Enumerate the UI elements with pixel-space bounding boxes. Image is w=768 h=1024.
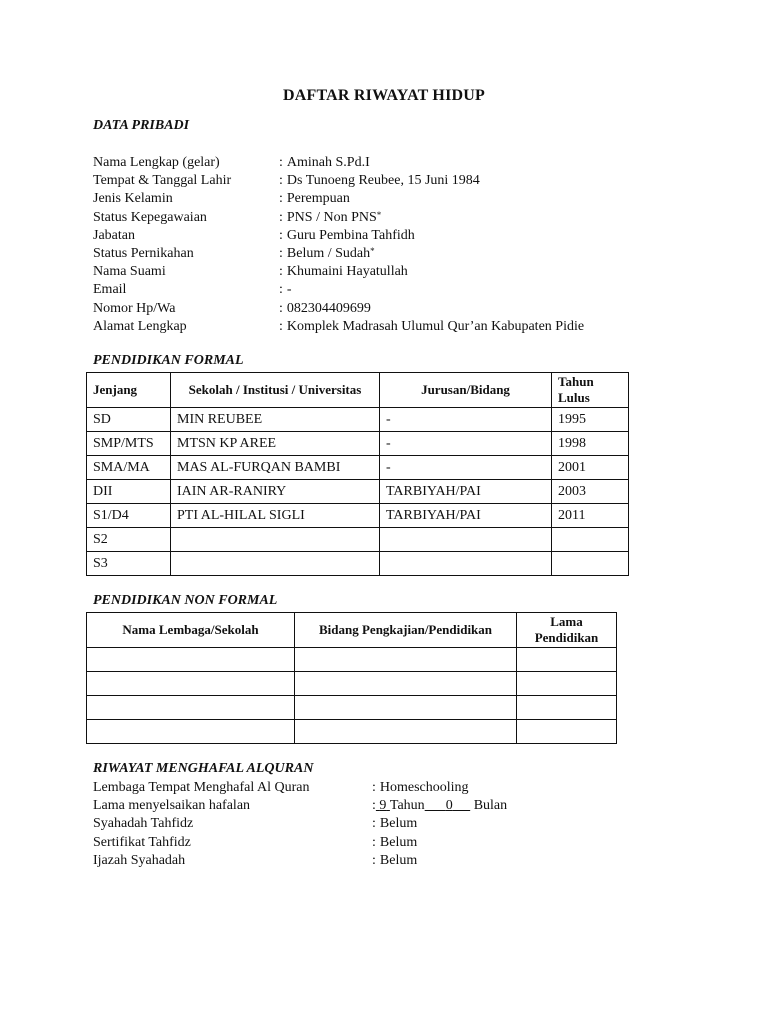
section-data-pribadi-heading: DATA PRIBADI	[93, 118, 190, 133]
field-label: Nomor Hp/Wa	[93, 300, 176, 316]
table-cell	[171, 552, 380, 576]
table-row	[87, 552, 629, 576]
asterisk-mark: *	[376, 209, 382, 220]
data-pribadi-row: Nomor Hp/Wa : 082304409699	[93, 300, 693, 318]
field-label: Jabatan	[93, 227, 135, 243]
table-cell: 2003	[552, 480, 629, 504]
table-cell: 1998	[552, 432, 629, 456]
data-pribadi-row: Status Kepegawaian : PNS / Non PNS*	[93, 209, 693, 227]
field-value: Khumaini Hayatullah	[286, 264, 408, 280]
table-cell	[380, 528, 552, 552]
table-row	[87, 504, 629, 528]
table-row	[87, 408, 629, 432]
table-cell	[552, 552, 629, 576]
table-cell	[295, 672, 517, 696]
table-cell: 1995	[552, 408, 629, 432]
table-cell: -	[380, 456, 552, 480]
field-label: Syahadah Tahfidz	[93, 816, 194, 832]
table-row	[87, 456, 629, 480]
table-cell	[517, 672, 617, 696]
table-cell	[87, 696, 295, 720]
data-pribadi-row: Tempat & Tanggal Lahir : Ds Tunoeng Reubee, 15 Juni 1984	[93, 172, 693, 190]
field-label: Status Kepegawaian	[93, 209, 207, 225]
field-value: Belum	[379, 816, 418, 832]
field-value: Komplek Madrasah Ulumul Qur’an Kabupaten Pidie	[286, 318, 585, 334]
data-pribadi-row: Jenis Kelamin : Perempuan	[93, 190, 693, 208]
column-header: Bidang Pengkajian/Pendidikan	[295, 613, 517, 648]
field-label: Nama Lengkap (gelar)	[93, 155, 220, 170]
section-riwayat-menghafal-heading: RIWAYAT MENGHAFAL ALQURAN	[93, 761, 314, 776]
field-value: Perempuan	[286, 191, 350, 207]
column-header: Lama Pendidikan	[517, 613, 617, 648]
table-row	[87, 648, 617, 672]
duration-value: : 9 Tahun 0 Bulan	[372, 798, 508, 814]
table-cell	[517, 720, 617, 744]
asterisk-mark: *	[370, 245, 375, 256]
column-header: Nama Lembaga/Sekolah	[87, 613, 295, 648]
field-value: Belum	[379, 834, 418, 850]
field-label: Alamat Lengkap	[93, 318, 187, 334]
table-row	[87, 720, 617, 744]
data-pribadi-row: Nama Lengkap (gelar) : Aminah S.Pd.I	[93, 154, 693, 172]
table-cell: MTSN KP AREE	[171, 432, 380, 456]
field-label: Ijazah Syahadah	[93, 852, 186, 868]
table-row	[87, 672, 617, 696]
table-cell	[87, 672, 295, 696]
table-cell: MIN REUBEE	[171, 408, 380, 432]
table-row	[87, 480, 629, 504]
table-cell	[171, 528, 380, 552]
field-value: Belum / Sudah	[286, 245, 371, 261]
field-value: Guru Pembina Tahfidh	[286, 227, 415, 243]
table-cell: SD	[87, 408, 171, 432]
riwayat-row	[93, 797, 693, 815]
table-cell	[87, 720, 295, 744]
table-row	[87, 432, 629, 456]
duration-years: 9	[379, 798, 387, 814]
table-cell: 2011	[552, 504, 629, 528]
data-pribadi-row: Status Pernikahan : Belum / Sudah*	[93, 245, 693, 263]
table-cell	[517, 648, 617, 672]
table-row	[87, 528, 629, 552]
table-cell	[517, 696, 617, 720]
section-pendidikan-formal-heading: PENDIDIKAN FORMAL	[93, 353, 244, 368]
riwayat-row: Ijazah Syahadah : Belum	[93, 852, 693, 870]
table-cell	[87, 648, 295, 672]
field-value: Ds Tunoeng Reubee, 15 Juni 1984	[286, 173, 480, 189]
table-cell: SMP/MTS	[87, 432, 171, 456]
field-value: Belum	[379, 852, 418, 868]
table-cell: SMA/MA	[87, 456, 171, 480]
duration-years-unit: Tahun	[389, 798, 425, 814]
table-header-row	[87, 613, 617, 648]
field-value: -	[286, 282, 292, 298]
document-title: DAFTAR RIWAYAT HIDUP	[283, 87, 485, 104]
table-cell: PTI AL-HILAL SIGLI	[171, 504, 380, 528]
field-value: Homeschooling	[379, 780, 469, 795]
riwayat-row: Lembaga Tempat Menghafal Al Quran : Homeschooling	[93, 779, 693, 797]
pendidikan-formal-table	[86, 372, 629, 576]
table-cell: -	[380, 408, 552, 432]
field-label: Jenis Kelamin	[93, 191, 173, 207]
duration-months-unit: Bulan	[473, 798, 508, 814]
data-pribadi-row: Email : -	[93, 281, 693, 299]
table-cell	[295, 696, 517, 720]
table-cell: TARBIYAH/PAI	[380, 480, 552, 504]
table-cell: S2	[87, 528, 171, 552]
table-cell: TARBIYAH/PAI	[380, 504, 552, 528]
table-cell: -	[380, 432, 552, 456]
table-cell	[380, 552, 552, 576]
table-cell: MAS AL-FURQAN BAMBI	[171, 456, 380, 480]
table-cell	[295, 648, 517, 672]
field-value: 082304409699	[286, 300, 371, 316]
pendidikan-non-formal-table	[86, 612, 617, 744]
field-label: Lembaga Tempat Menghafal Al Quran	[93, 780, 310, 795]
column-header: Sekolah / Institusi / Universitas	[171, 373, 380, 408]
table-cell	[552, 528, 629, 552]
riwayat-row: Sertifikat Tahfidz : Belum	[93, 834, 693, 852]
column-header: Jurusan/Bidang	[380, 373, 552, 408]
riwayat-menghafal-list	[93, 779, 693, 870]
field-label: Status Pernikahan	[93, 245, 194, 261]
table-cell	[295, 720, 517, 744]
data-pribadi-row: Nama Suami : Khumaini Hayatullah	[93, 263, 693, 281]
field-value: PNS / Non PNS	[286, 209, 377, 225]
field-label: Email	[93, 282, 127, 298]
duration-months: 0	[445, 798, 453, 814]
field-label: Tempat & Tanggal Lahir	[93, 173, 232, 189]
column-header: Tahun Lulus	[552, 373, 629, 408]
data-pribadi-list	[93, 154, 693, 336]
column-header: Jenjang	[87, 373, 171, 408]
riwayat-row: Syahadah Tahfidz : Belum	[93, 815, 693, 833]
table-header-row	[87, 373, 629, 408]
field-label: Lama menyelsaikan hafalan	[93, 798, 251, 814]
table-cell: S3	[87, 552, 171, 576]
field-label: Sertifikat Tahfidz	[93, 834, 191, 850]
field-value: Aminah S.Pd.I	[286, 155, 370, 170]
table-row	[87, 696, 617, 720]
table-cell: IAIN AR-RANIRY	[171, 480, 380, 504]
table-cell: DII	[87, 480, 171, 504]
section-pendidikan-non-formal-heading: PENDIDIKAN NON FORMAL	[93, 593, 278, 608]
table-cell: S1/D4	[87, 504, 171, 528]
data-pribadi-row: Alamat Lengkap : Komplek Madrasah Ulumul Qur’an Kabupaten Pidie	[93, 318, 693, 336]
field-label: Nama Suami	[93, 264, 166, 280]
data-pribadi-row: Jabatan : Guru Pembina Tahfidh	[93, 227, 693, 245]
table-cell: 2001	[552, 456, 629, 480]
